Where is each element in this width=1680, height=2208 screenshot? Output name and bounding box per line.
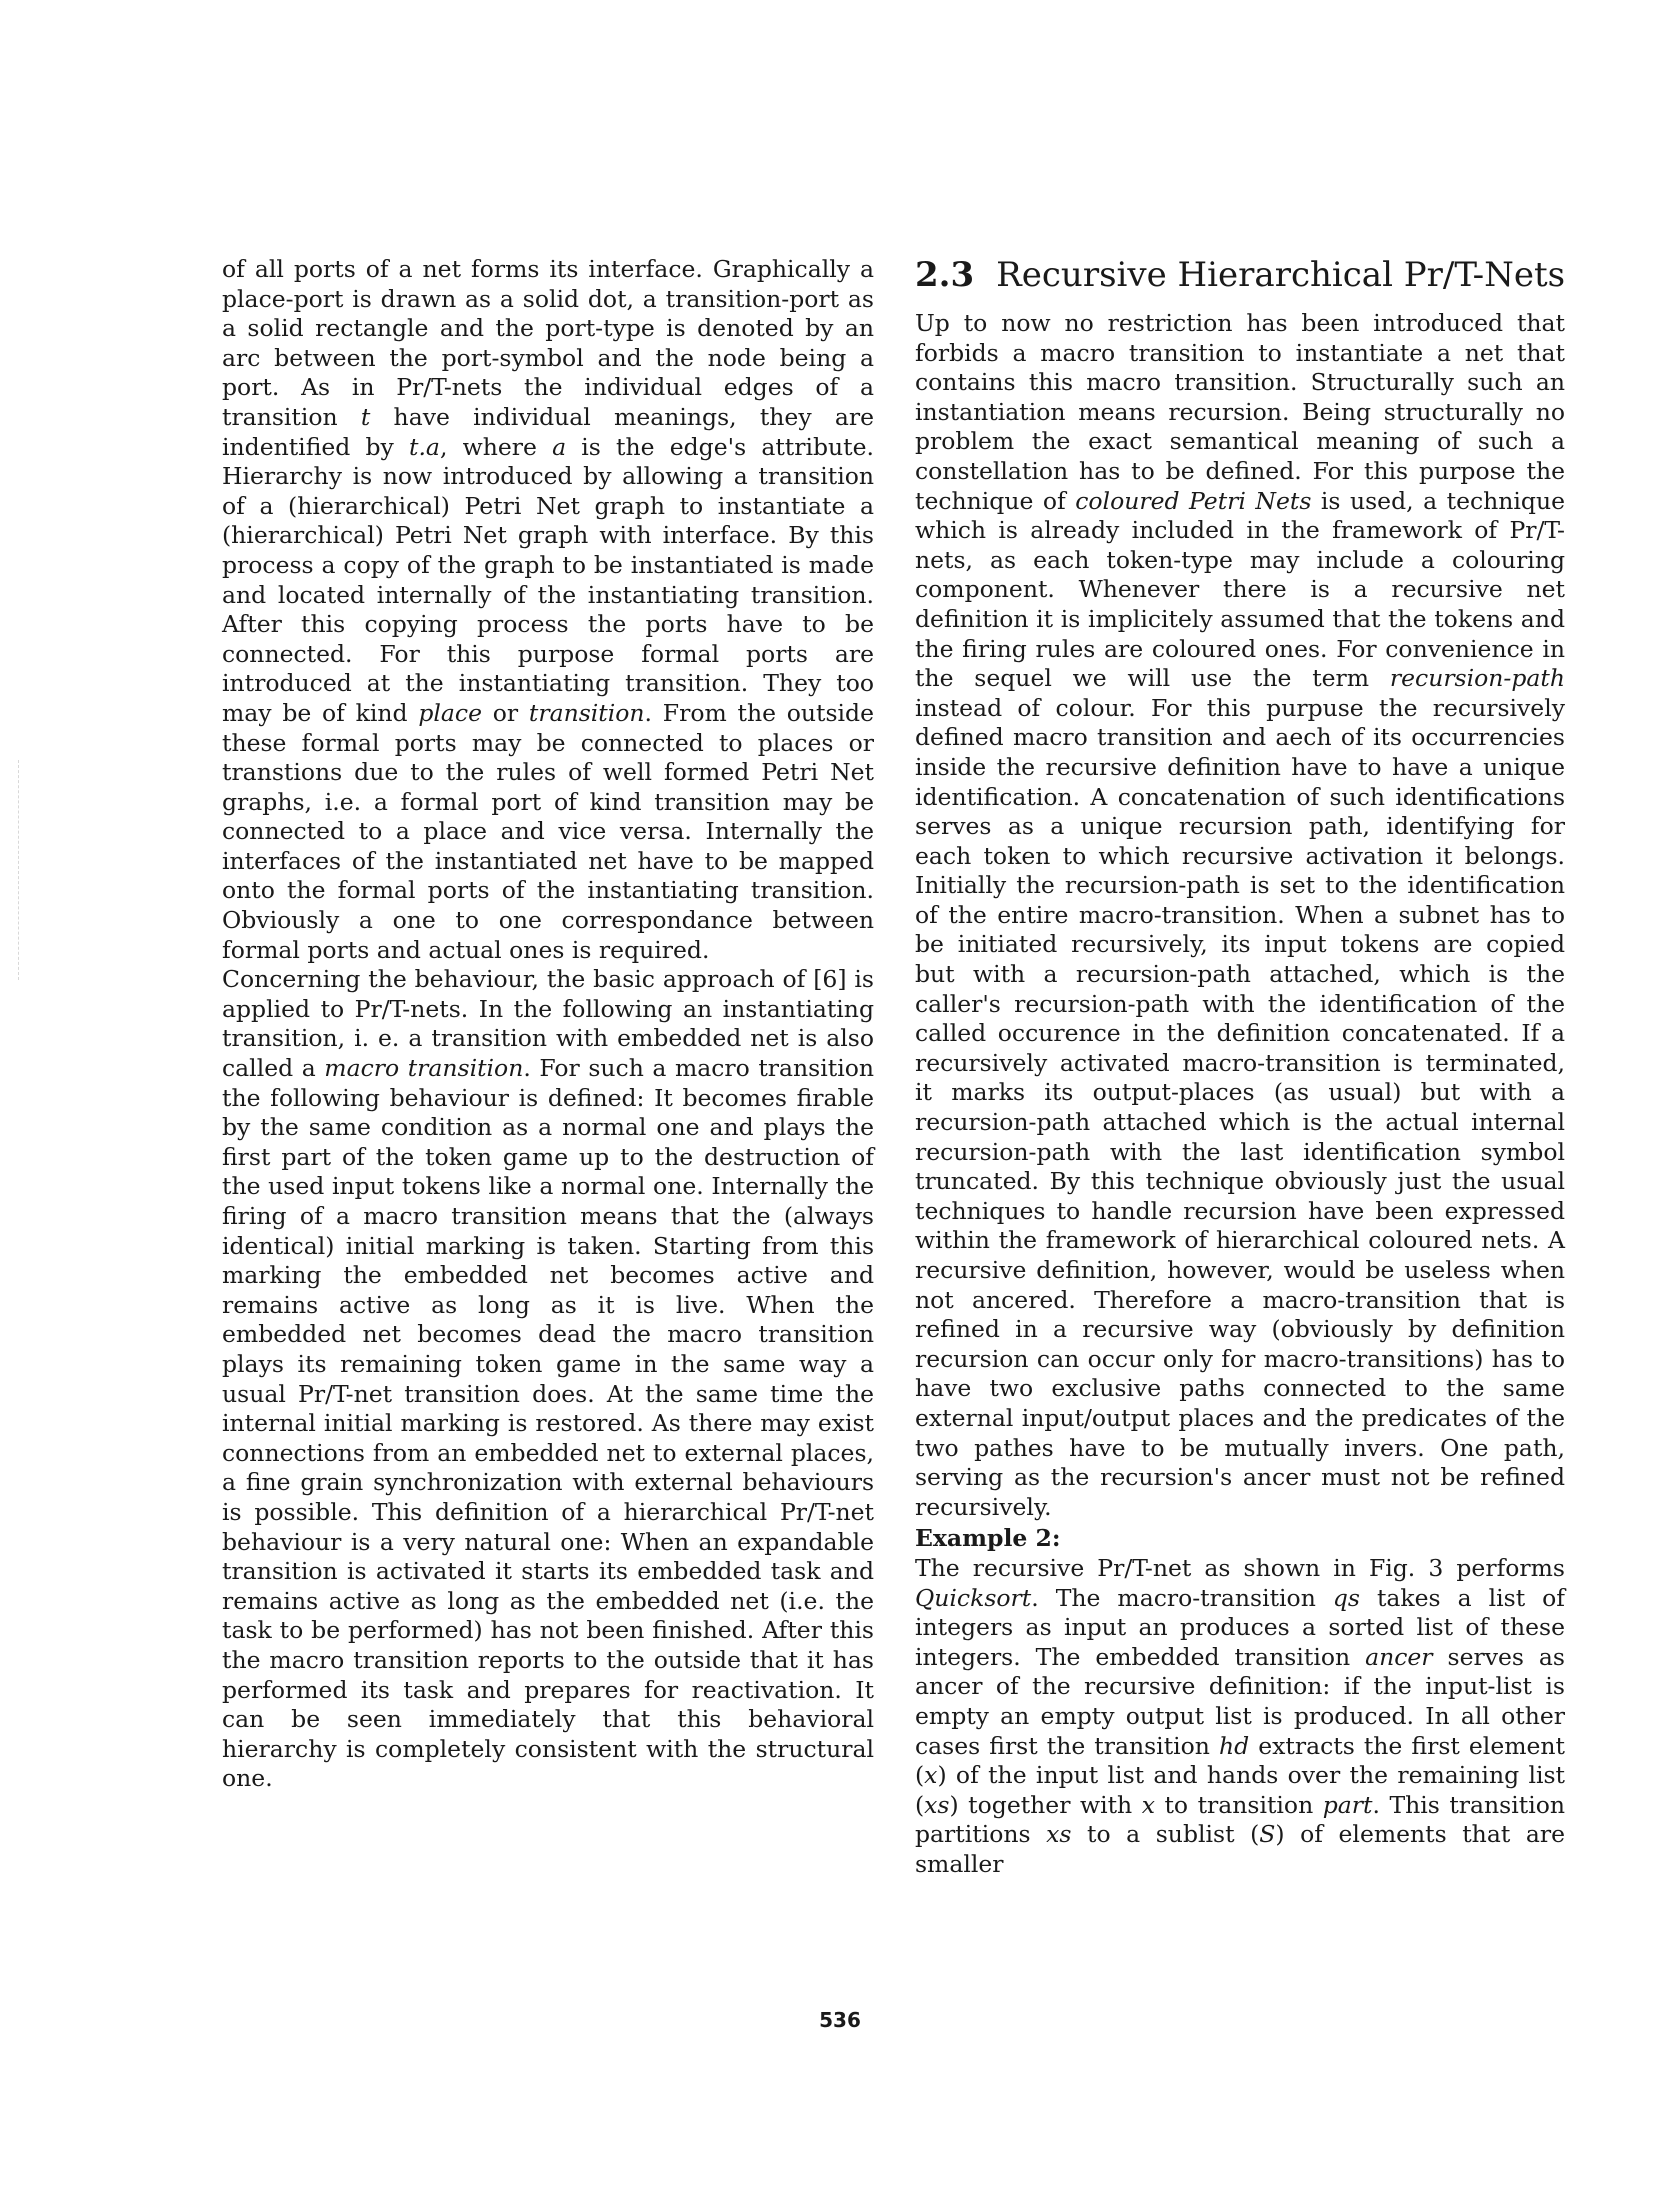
right-body (915, 309, 1565, 1879)
text-run: . The macro-transition (1031, 1583, 1333, 1612)
text-run: . From the outside these formal ports may be connected to places or transtions due to the rules of well formed Petri Net graphs, i.e. a formal port of kind transition may be connected to a place and vice versa. Internally the interfaces of the instantiated net have to be mapped onto the formal ports of the instantiating transition. Obviously a one to one correspondance between formal ports and actual ones is required. (222, 698, 875, 964)
text-run: extracts the first element ( (915, 1731, 1565, 1790)
italic-term: ancer (1365, 1642, 1433, 1671)
italic-term: hd (1219, 1731, 1250, 1760)
section-heading (915, 255, 1565, 295)
italic-term: transition (528, 698, 645, 727)
section-title: Recursive Hierarchical Pr/T-Nets (996, 255, 1566, 295)
right-paragraph-recursion (915, 309, 1565, 1522)
right-paragraph-example (915, 1554, 1565, 1880)
example-heading: Example 2: (915, 1524, 1061, 1553)
italic-term: S (1259, 1820, 1276, 1849)
italic-term: x (1141, 1790, 1155, 1819)
right-column (915, 255, 1565, 1879)
text-run: have individual meanings, they are indentified by (222, 402, 874, 461)
italic-term: x (924, 1761, 938, 1790)
italic-term: coloured Petri Nets (1075, 486, 1312, 515)
italic-term: a (552, 432, 567, 461)
text-run: to a sublist ( (1071, 1820, 1260, 1849)
text-run: serves as ancer of the recursive definition: if the input-list is empty an empty output list is produced. In all other cases first the transition (915, 1642, 1565, 1760)
italic-term: recursion-path (1389, 664, 1565, 693)
text-run: ) of the input list and hands over the remaining list ( (915, 1761, 1565, 1819)
text-run: . This transition partitions (915, 1790, 1565, 1849)
italic-term: xs (924, 1790, 950, 1819)
left-paragraph-ports-hierarchy (222, 255, 874, 965)
italic-term: macro transition (324, 1054, 524, 1083)
italic-term: part (1322, 1790, 1373, 1819)
section-number: 2.3 (915, 255, 975, 295)
italic-term: place (418, 698, 482, 727)
text-run: Concerning the behaviour, the basic approach of [6] is applied to Pr/T-nets. In the following an instantiating transition, i. e. a transition with embedded net is also called a (222, 965, 874, 1083)
text-run: ) of elements that are smaller (915, 1820, 1565, 1878)
italic-term: Quicksort (915, 1583, 1032, 1612)
text-run: of all ports of a net forms its interface. Graphically a place-port is drawn as a solid dot, a transition-port as a solid rectangle and the port-type is denoted by an arc between the port-symbol and the node being a port. As in Pr/T-nets the individual edges of a transition (222, 255, 874, 431)
italic-term: t.a (409, 432, 440, 461)
text-run: The recursive Pr/T-net as shown in Fig. 3 performs (915, 1553, 1565, 1582)
italic-term: qs (1332, 1583, 1360, 1612)
text-run: is the edge's attribute. Hierarchy is now introduced by allowing a transition of a (hierarchical) Petri Net graph to instantiate a (hierarchical) Petri Net graph with interface. By this process a copy of the graph to be instantiated is made and located internally of the instantiating transition. After this copying process the ports have to be connected. For this purpose formal ports are introduced at the instantiating transition. They too may be of kind (222, 432, 874, 727)
page-number: 536 (819, 2008, 861, 2032)
text-run: or (481, 698, 529, 727)
italic-term: t (360, 402, 371, 431)
italic-term: xs (1046, 1820, 1072, 1849)
text-run: to transition (1154, 1790, 1323, 1819)
text-run: is used, a technique which is already included in the framework of Pr/T-nets, as each token-type may include a colouring component. Whenever there is a recursive net definition it is implicitely assumed that the tokens and the firing rules are coloured ones. For convenience in the sequel we will use the term (915, 486, 1566, 693)
scan-edge-marks (18, 760, 21, 980)
text-run: takes a list of integers as input an produces a sorted list of these integers. The embedded transition (915, 1583, 1565, 1671)
text-run: ) together with (949, 1790, 1142, 1819)
text-run: , where (439, 432, 553, 461)
text-run: . For such a macro transition the following behaviour is defined: It becomes firable by the same condition as a normal one and plays the first part of the token game up to the destruction of the used input tokens like a normal one. Internally the firing of a macro transition means that the (always identical) initial marking is taken. Starting from this marking the embedded net becomes active and remains active as long as it is live. When the embedded net becomes dead the macro transition plays its remaining token game in the same way a usual Pr/T-net transition does. At the same time the internal initial marking is restored. As there may exist connections from an embedded net to external places, a fine grain synchronization with external behaviours is possible. This definition of a hierarchical Pr/T-net behaviour is a very natural one: When an expandable transition is activated it starts its embedded task and remains active as long as the embedded net (i.e. the task to be performed) has not been finished. After this the macro transition reports to the outside that it has performed its task and prepares for reactivation. It can be seen immediately that this behavioral hierarchy is completely consistent with the structural one. (222, 1054, 875, 1793)
text-run: Up to now no restriction has been introduced that forbids a macro transition to instantiate a net that contains this macro transition. Structurally such an instantiation means recursion. Being structurally no problem the exact semantical meaning of such a constellation has to be defined. For this purpose the technique of (915, 309, 1565, 515)
left-column (222, 255, 874, 1794)
left-paragraph-behaviour (222, 965, 874, 1794)
text-run: instead of colour. For this purpuse the recursively defined macro transition and aech of its occurrencies inside the recursive definition have to have a unique identification. A concatenation of such identifications serves as a unique recursion path, identifying for each token to which recursive activation it belongs. Initially the recursion-path is set to the identification of the entire macro-transition. When a subnet has to be initiated recursively, its input tokens are copied but with a recursion-path attached, which is the caller's recursion-path with the identification of the called occurence in the definition concatenated. If a recursively activated macro-transition is terminated, it marks its output-places (as usual) but with a recursion-path attached which is the actual internal recursion-path with the last identification symbol truncated. By this technique obviously just the usual techniques to handle recursion have been expressed within the framework of hierarchical coloured nets. A recursive definition, however, would be useless when not ancered. Therefore a macro-transition that is refined in a recursive way (obviously by definition recursion can occur only for macro-transitions) has to have two exclusive paths connected to the same external input/output places and the predicates of the two pathes have to be mutually invers. One path, serving as the recursion's ancer must not be refined recursively. (915, 693, 1565, 1521)
